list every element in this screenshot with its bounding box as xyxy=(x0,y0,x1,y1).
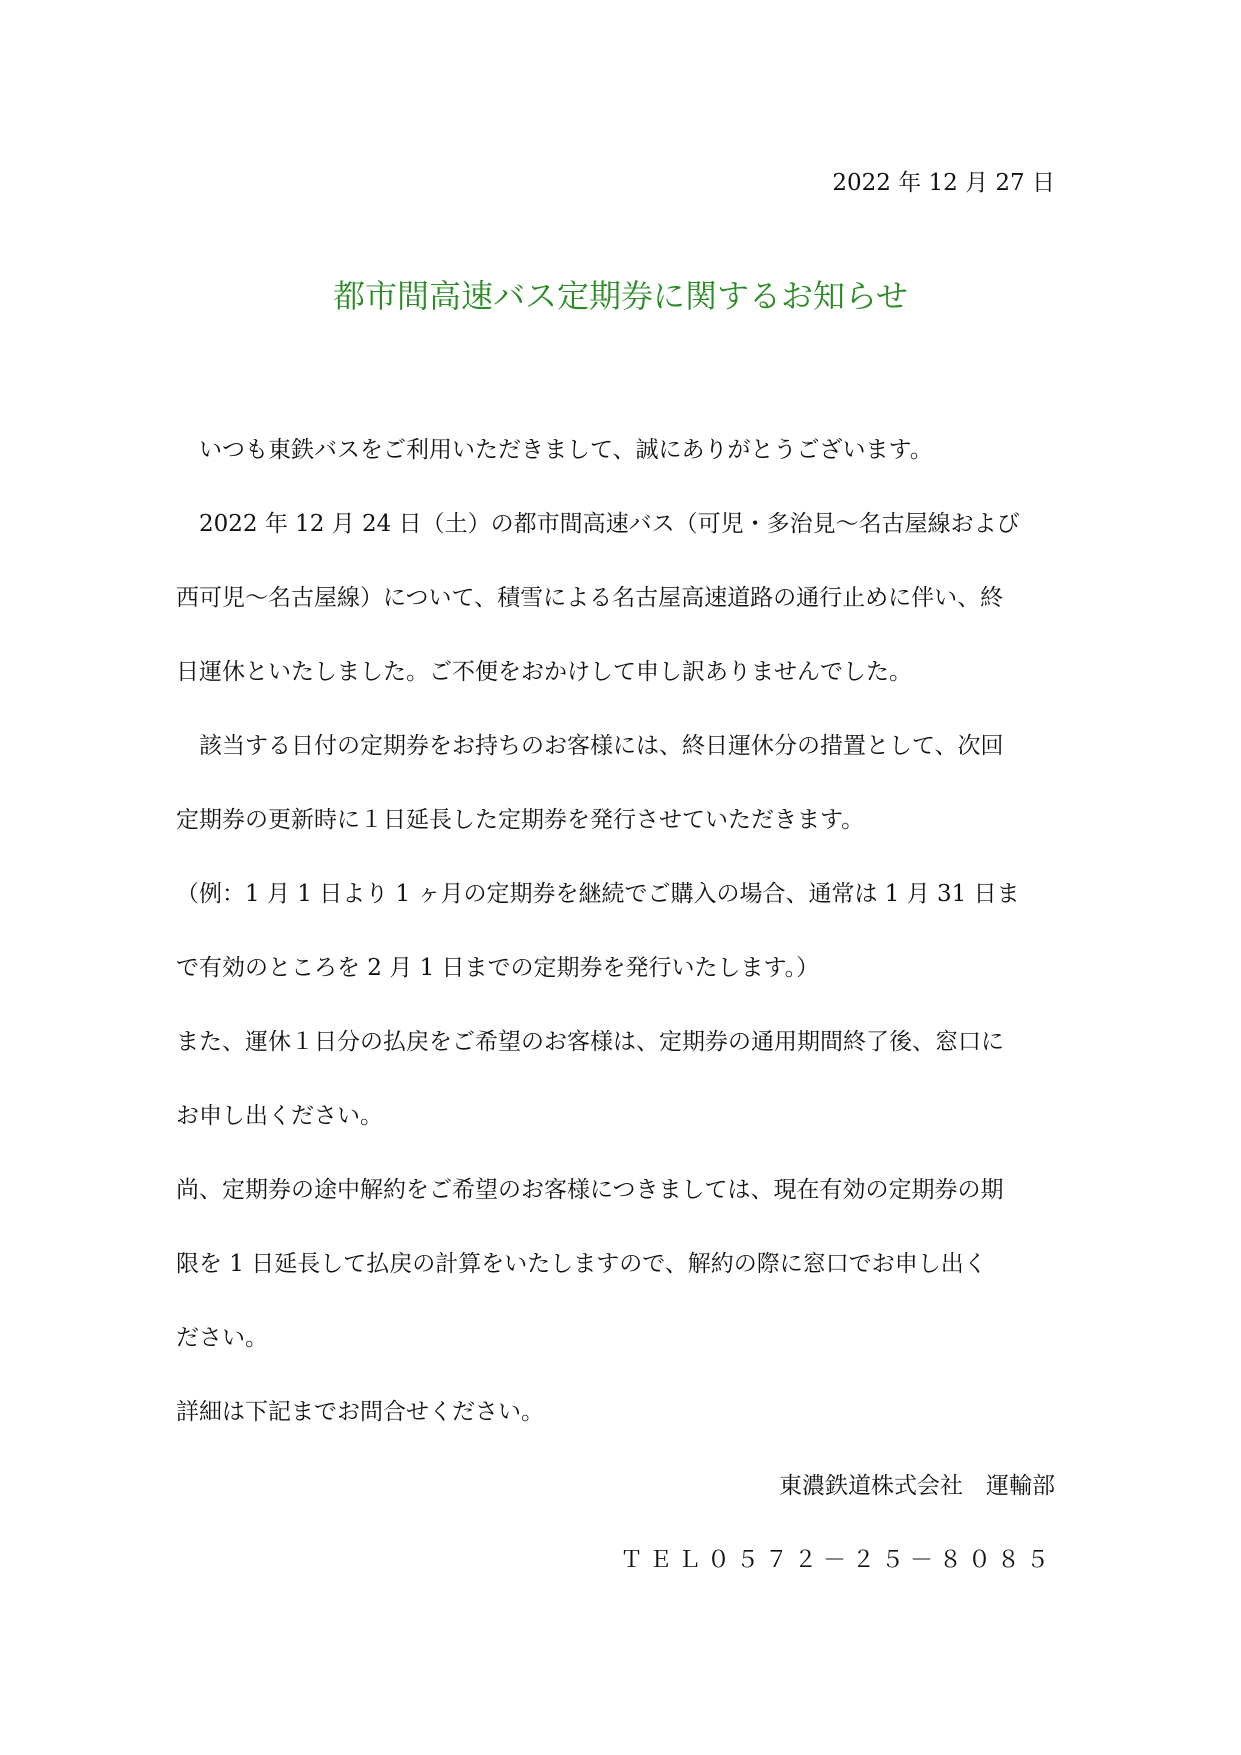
contact-phone: ＴＥＬ０５７２－２５－８０８５ xyxy=(620,1547,1055,1573)
body-line: で有効のところを 2 月 1 日までの定期券を発行いたします。） xyxy=(176,955,820,981)
body-line: また、運休１日分の払戻をご希望のお客様は、定期券の通用期間終了後、窓口に xyxy=(176,1029,1004,1055)
body-line: 限を 1 日延長して払戻の計算をいたしますので、解約の際に窓口でお申し出く xyxy=(176,1251,987,1277)
body-line: 該当する日付の定期券をお持ちのお客様には、終日運休分の措置として、次回 xyxy=(199,733,1004,759)
body-line: 尚、定期券の途中解約をご希望のお客様につきましては、現在有効の定期券の期 xyxy=(176,1177,1004,1203)
body-line: 詳細は下記までお問合せください。 xyxy=(176,1399,544,1425)
body-line: 西可児～名古屋線）について、積雪による名古屋高速道路の通行止めに伴い、終 xyxy=(176,585,1004,611)
body-line: （例：1 月 1 日より 1 ヶ月の定期券を継続でご購入の場合、通常は 1 月 31 日ま xyxy=(176,881,1020,907)
notice-title: 都市間高速バス定期券に関するお知らせ xyxy=(332,277,909,315)
body-line: 日運休といたしました。ご不便をおかけして申し訳ありませんでした。 xyxy=(176,659,912,685)
body-line: 2022 年 12 月 24 日（土）の都市間高速バス（可児・多治見～名古屋線および xyxy=(199,511,1020,537)
company-department: 東濃鉄道株式会社 運輸部 xyxy=(779,1473,1055,1499)
body-line: 定期券の更新時に１日延長した定期券を発行させていただきます。 xyxy=(176,807,865,833)
body-line: お申し出ください。 xyxy=(176,1103,383,1129)
notice-date: 2022 年 12 月 27 日 xyxy=(832,170,1055,196)
body-line: いつも東鉄バスをご利用いただきまして、誠にありがとうございます。 xyxy=(199,437,933,463)
body-line: ださい。 xyxy=(176,1325,268,1351)
